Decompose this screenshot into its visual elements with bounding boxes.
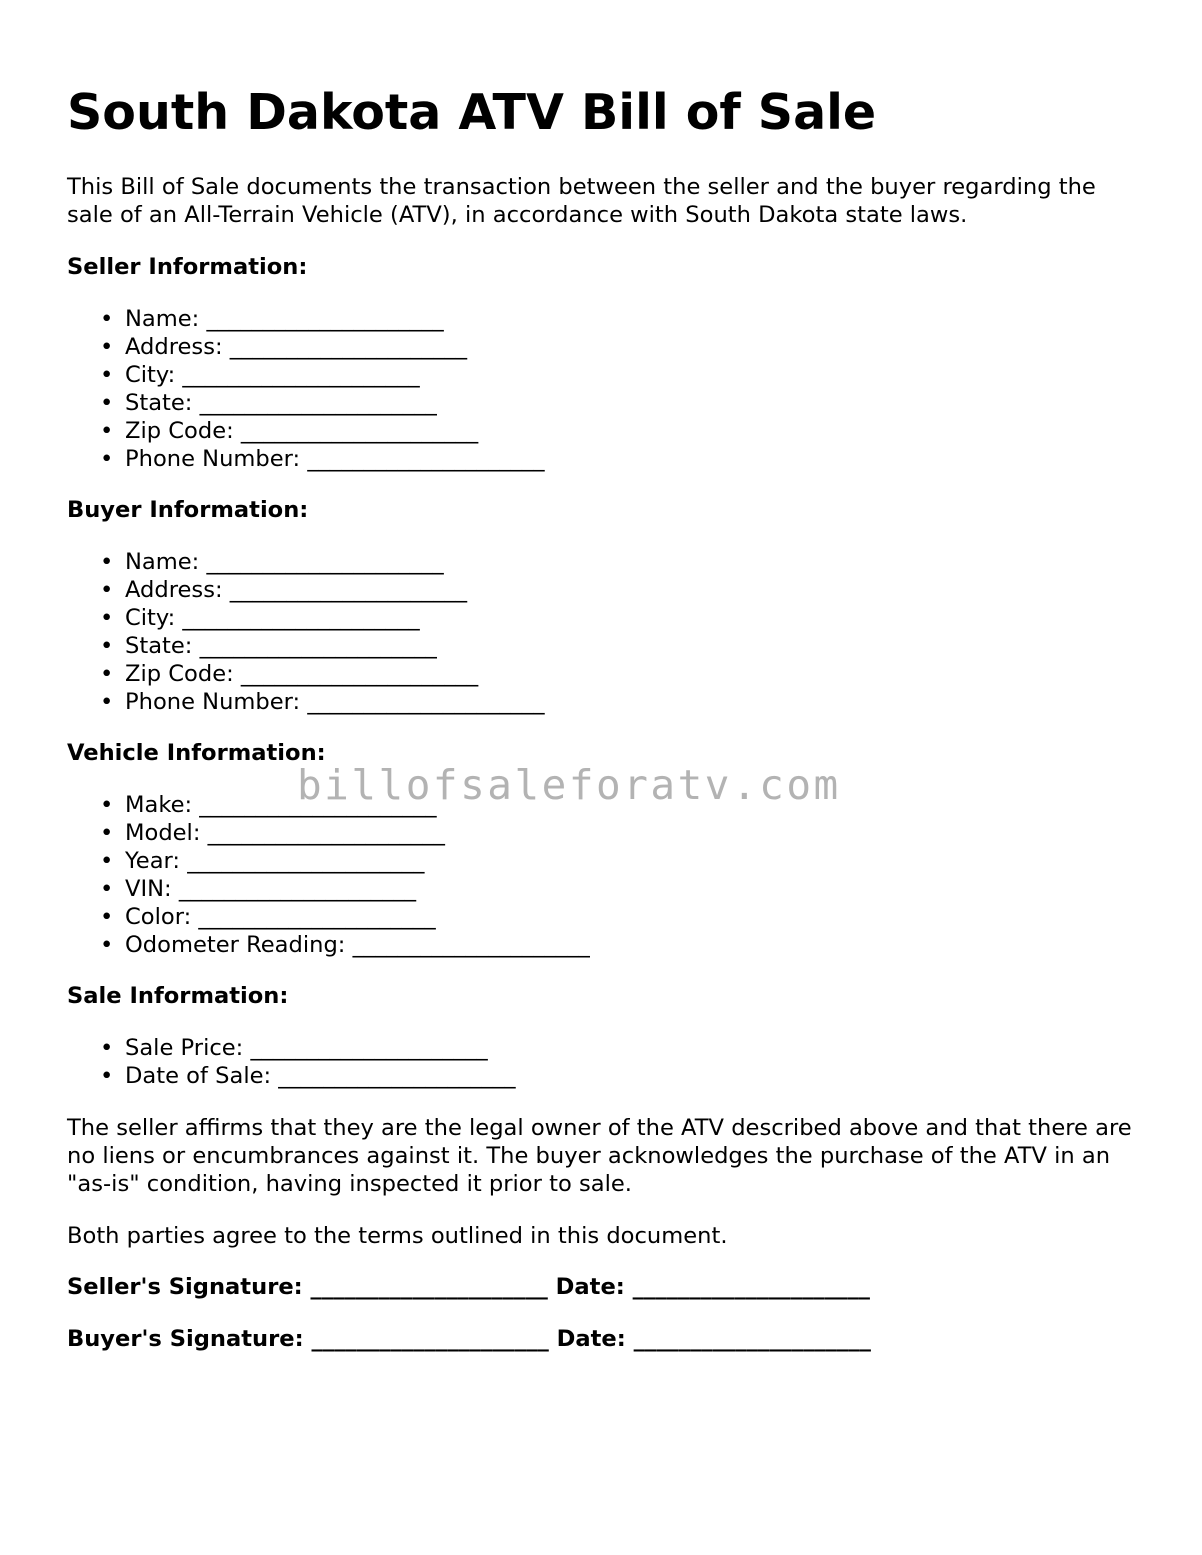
buyer-signature-line: Buyer's Signature: _____________________ Date: _____________________ (67, 1326, 871, 1352)
seller-heading: Seller Information: (67, 254, 308, 280)
vehicle-color-field: • Color: _____________________ (100, 904, 436, 930)
document-title: South Dakota ATV Bill of Sale (67, 84, 877, 141)
bullet-icon: • (100, 1063, 114, 1089)
vehicle-model-field: • Model: _____________________ (100, 820, 445, 846)
vehicle-year-field: • Year: _____________________ (100, 848, 425, 874)
bullet-icon: • (100, 362, 114, 388)
sale-fields-list (67, 1034, 516, 1090)
agreement-paragraph: Both parties agree to the terms outlined in this document. (67, 1223, 728, 1249)
vehicle-odometer-field: • Odometer Reading: _____________________ (100, 932, 590, 958)
vehicle-vin-field: • VIN: _____________________ (100, 876, 417, 902)
bullet-icon: • (100, 820, 114, 846)
buyer-city-field: • City: _____________________ (100, 605, 420, 631)
intro-paragraph: This Bill of Sale documents the transaction between the seller and the buyer regarding the sale of an All-Terrain Vehicle (ATV), in accordance with South Dakota state laws. (67, 174, 1096, 228)
bullet-icon: • (100, 633, 114, 659)
bullet-icon: • (100, 1035, 114, 1061)
bullet-icon: • (100, 334, 114, 360)
vehicle-fields-list (67, 791, 590, 959)
affirmation-paragraph: The seller affirms that they are the legal owner of the ATV described above and that there are no liens or encumbrances against it. The buyer acknowledges the purchase of the ATV in an "as-is" condition, having inspected it prior to sale. (67, 1115, 1132, 1197)
seller-city-field: • City: _____________________ (100, 362, 420, 388)
bullet-icon: • (100, 792, 114, 818)
bullet-icon: • (100, 577, 114, 603)
bullet-icon: • (100, 848, 114, 874)
buyer-zip-field: • Zip Code: _____________________ (100, 661, 479, 687)
vehicle-make-field: • Make: _____________________ (100, 792, 437, 818)
seller-state-field: • State: _____________________ (100, 390, 437, 416)
seller-name-field: • Name: _____________________ (100, 306, 444, 332)
seller-fields-list (67, 305, 545, 473)
watermark-text: billofsaleforatv.com (297, 761, 841, 809)
vehicle-heading: Vehicle Information: (67, 740, 326, 766)
bullet-icon: • (100, 605, 114, 631)
sale-price-field: • Sale Price: _____________________ (100, 1035, 488, 1061)
bullet-icon: • (100, 446, 114, 472)
bullet-icon: • (100, 390, 114, 416)
seller-signature-line: Seller's Signature: _____________________ Date: _____________________ (67, 1274, 870, 1300)
bullet-icon: • (100, 306, 114, 332)
bullet-icon: • (100, 418, 114, 444)
bullet-icon: • (100, 661, 114, 687)
bullet-icon: • (100, 932, 114, 958)
buyer-state-field: • State: _____________________ (100, 633, 437, 659)
seller-zip-field: • Zip Code: _____________________ (100, 418, 479, 444)
bullet-icon: • (100, 689, 114, 715)
seller-address-field: • Address: _____________________ (100, 334, 468, 360)
buyer-phone-field: • Phone Number: _____________________ (100, 689, 545, 715)
seller-phone-field: • Phone Number: _____________________ (100, 446, 545, 472)
bullet-icon: • (100, 876, 114, 902)
buyer-fields-list (67, 548, 545, 716)
bullet-icon: • (100, 549, 114, 575)
buyer-address-field: • Address: _____________________ (100, 577, 468, 603)
sale-date-field: • Date of Sale: _____________________ (100, 1063, 516, 1089)
buyer-name-field: • Name: _____________________ (100, 549, 444, 575)
bullet-icon: • (100, 904, 114, 930)
sale-heading: Sale Information: (67, 983, 289, 1009)
buyer-heading: Buyer Information: (67, 497, 309, 523)
